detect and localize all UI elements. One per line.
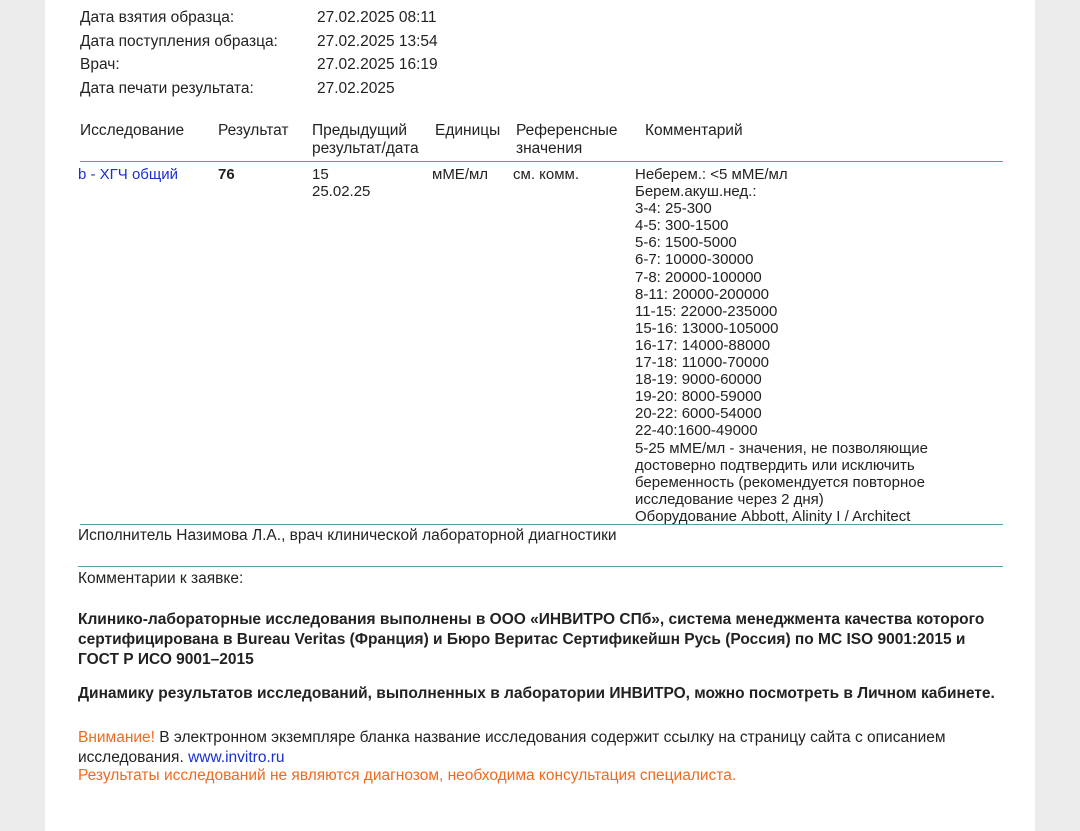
header-test: Исследование (80, 122, 185, 139)
print-date-value: 27.02.2025 (317, 79, 395, 97)
header-previous (312, 122, 419, 158)
request-comments-label: Комментарии к заявке: (78, 570, 244, 587)
table-row (80, 166, 1003, 525)
header-reference (516, 122, 618, 158)
header-previous-line1: Предыдущий (312, 122, 408, 139)
header-comment: Комментарий (645, 122, 743, 139)
print-date-row (80, 77, 438, 101)
reference-value: см. комм. (513, 166, 580, 183)
previous-date: 25.02.25 (312, 183, 371, 201)
lab-report-page (45, 0, 1035, 831)
previous-result (312, 166, 370, 200)
print-date-label: Дата печати результата: (80, 79, 254, 97)
results-table-header (80, 122, 1003, 162)
sample-info (80, 6, 438, 100)
doctor-row (80, 53, 438, 77)
doctor-label: Врач: (80, 56, 120, 73)
sample-taken-value: 27.02.2025 08:11 (317, 9, 437, 26)
sample-received-label: Дата поступления образца: (80, 32, 278, 50)
executor-line: Исполнитель Назимова Л.А., врач клинической лабораторной диагностики (78, 527, 617, 544)
divider (78, 566, 1003, 567)
reference-comment: Неберем.: <5 мМЕ/мл Берем.акуш.нед.: 3-4: 25-300 4-5: 300-1500 5-6: 1500-5000 6-7: 10000-30000 7-8: 20000-100000 8-11: 20000-200000 11-15: 22000-235000 15-16: 13000-105000 16-17: 14000-88000 17-18: 11000-70000 18-19: 9000-60000 19-20: 8000-59000 20-22: 6000-54000 22-40:1600-49000 5-25 мМЕ/мл - значения, не позволяющие достоверно подтвердить или исключить беременность (рекомендуется повторное исследование через 2 дня) Оборудование Abbott, Alinity I / Architect (635, 166, 928, 525)
sample-received-value: 27.02.2025 13:54 (317, 32, 438, 50)
attention-notice (78, 728, 1013, 768)
header-reference-line2: значения (516, 140, 583, 157)
dynamics-text: Динамику результатов исследований, выполненных в лаборатории ИНВИТРО, можно посмотреть в Личном кабинете. (78, 685, 995, 702)
doctor-value: 27.02.2025 16:19 (317, 56, 438, 73)
sample-taken-label: Дата взятия образца: (80, 9, 235, 26)
test-name-link[interactable]: b - ХГЧ общий (78, 166, 178, 183)
header-reference-line1: Референсные (516, 122, 618, 139)
certification-text: Клинико-лабораторные исследования выполнены в ООО «ИНВИТРО СПб», система менеджмента качества которого сертифицирована в Bureau Veritas (Франция) и Бюро Веритас Сертификейшн Русь (Россия) по МС ISO 9001:2015 и ГОСТ Р ИСО 9001–2015 (78, 611, 985, 668)
invitro-link[interactable]: www.invitro.ru (188, 749, 285, 766)
header-units: Единицы (435, 122, 501, 139)
attention-text: В электронном экземпляре бланка название исследования содержит ссылку на страницу сайта с описанием исследования. (78, 729, 946, 766)
sample-received-row (80, 30, 438, 54)
sample-taken-row (80, 6, 438, 30)
disclaimer-text: Результаты исследований не являются диагнозом, необходима консультация специалиста. (78, 767, 737, 784)
result-value: 76 (218, 166, 235, 183)
attention-label: Внимание! (78, 729, 155, 746)
header-previous-line2: результат/дата (312, 140, 419, 157)
units-value: мМЕ/мл (432, 166, 489, 183)
previous-value: 15 (312, 166, 329, 183)
header-result: Результат (218, 122, 289, 139)
